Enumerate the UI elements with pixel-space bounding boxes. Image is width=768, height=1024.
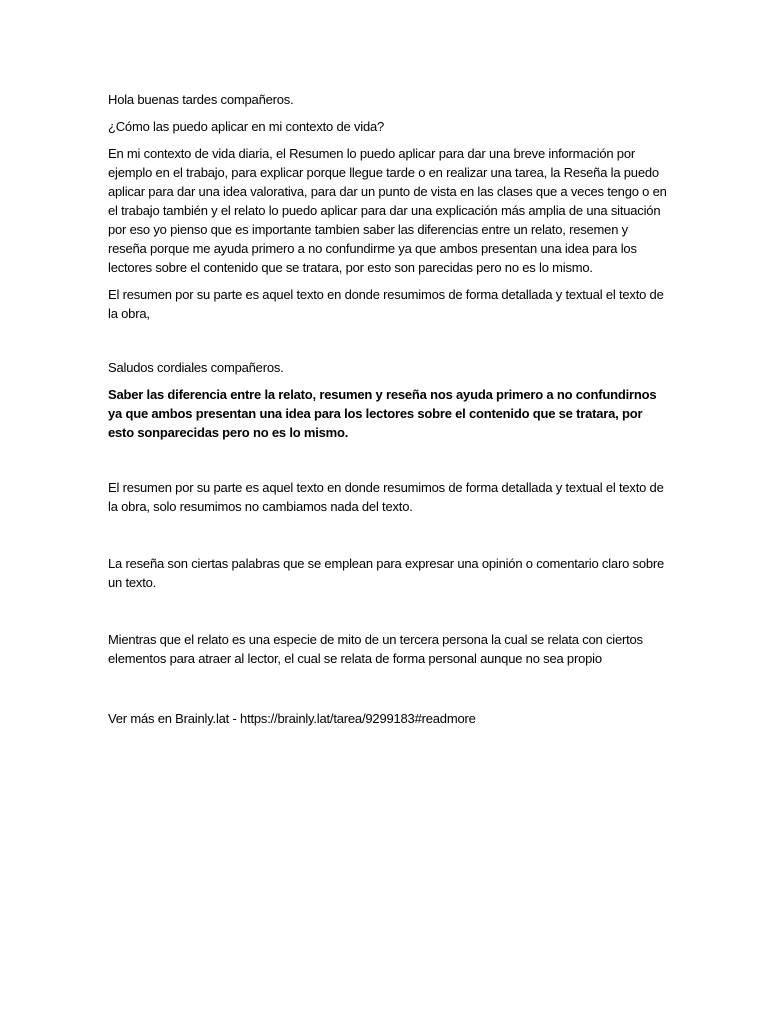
spacer [108,450,668,478]
resena-paragraph: La reseña son ciertas palabras que se emplean para expresar una opinión o comentario claro sobre un texto. [108,556,665,590]
greeting-line: Hola buenas tardes compañeros. [108,92,294,107]
source-link-line: Ver más en Brainly.lat - https://brainly.lat/tarea/9299183#readmore [108,711,476,726]
context-paragraph: En mi contexto de vida diaria, el Resumen lo puedo aplicar para dar una breve información por ejemplo en el trabajo, para explicar porque llegue tarde o en realizar una tarea, la Reseña la puedo aplicar para dar una idea valorativa, para dar un punto de vista en las clases que a veces tengo o en el trabajo también y el relato lo puedo aplicar para dar una explicación más amplia de una situación por eso yo pienso que es importante tambien saber las diferencias entre un relato, resemen y reseña porque me ayuda primero a no confundirme ya que ambos presentan una idea para los lectores sobre el contenido que se tratara, por esto son parecidas pero no es lo mismo. [108,146,667,275]
relato-paragraph: Mientras que el relato es una especie de mito de un tercera persona la cual se relata con ciertos elementos para atraer al lector, el cual se relata de forma personal aunque no sea propio [108,632,643,666]
closing-line: Saludos cordiales compañeros. [108,360,284,375]
bold-paragraph: Saber las diferencia entre la relato, resumen y reseña nos ayuda primero a no confundirnos ya que ambos presentan una idea para los lectores sobre el contenido que se tratara, por esto sonparecidas pero no es lo mismo. [108,387,657,440]
document-body [108,90,668,736]
spacer [108,524,668,554]
spacer [108,331,668,358]
resumen-paragraph-2: El resumen por su parte es aquel texto en donde resumimos de forma detallada y textual el texto de la obra, solo resumimos no cambiamos nada del texto. [108,480,664,514]
spacer [108,676,668,709]
spacer [108,600,668,630]
question-line: ¿Cómo las puedo aplicar en mi contexto de vida? [108,119,385,134]
resumen-paragraph-1: El resumen por su parte es aquel texto en donde resumimos de forma detallada y textual el texto de la obra, [108,287,664,321]
